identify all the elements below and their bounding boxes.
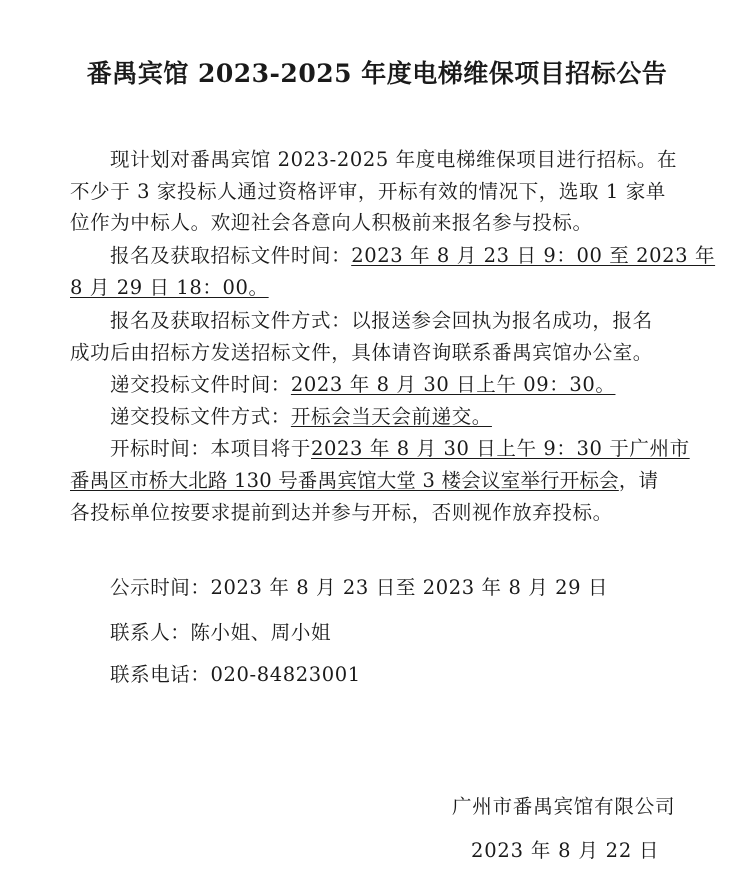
contact-phone: 联系电话：020-84823001 [110,663,361,686]
notice-period: 公示时间：2023 年 8 月 23 日至 2023 年 8 月 29 日 [110,576,609,599]
opening-line-2 [70,467,658,495]
registration-method-line-2: 成功后由招标方发送招标文件，具体请咨询联系番禺宾馆办公室。 [70,341,653,364]
submission-method-line [110,403,492,431]
submission-time-label: 递交投标文件时间： [110,373,291,396]
opening-tail: ，请 [618,469,659,492]
signature-org: 广州市番禺宾馆有限公司 [452,795,676,818]
submission-method-label: 递交投标文件方式： [110,405,291,428]
opening-venue: 番禺区市桥大北路 130 号番禺宾馆大堂 3 楼会议室举行开标会 [70,469,619,492]
registration-time-value-end: 8 月 29 日 18：00。 [70,276,269,299]
registration-method-line-1: 报名及获取招标文件方式：以报送参会回执为报名成功，报名 [110,309,653,332]
intro-line-2: 不少于 3 家投标人通过资格评审，开标有效的情况下，选取 1 家单 [70,180,666,203]
opening-label: 开标时间：本项目将于 [110,437,312,460]
registration-time-label: 报名及获取招标文件时间： [110,244,352,267]
signature-date: 2023 年 8 月 22 日 [471,839,660,862]
intro-line-3: 位作为中标人。欢迎社会各意向人积极前来报名参与投标。 [70,211,593,234]
contact-person: 联系人：陈小姐、周小姐 [110,621,332,644]
opening-value: 2023 年 8 月 30 日上午 9：30 于广州市 [311,437,690,460]
intro-line-1: 现计划对番禺宾馆 2023-2025 年度电梯维保项目进行招标。在 [110,148,678,171]
registration-time-line-1 [110,242,715,270]
submission-time-line [110,371,615,399]
opening-line-1 [110,435,690,463]
registration-time-value: 2023 年 8 月 23 日 9：00 至 2023 年 [351,244,716,267]
submission-time-value: 2023 年 8 月 30 日上午 09：30。 [290,373,616,396]
opening-line-3: 各投标单位按要求提前到达并参与开标，否则视作放弃投标。 [70,501,613,524]
submission-method-value: 开标会当天会前递交。 [290,405,492,428]
registration-time-line-2 [70,274,269,302]
page-title: 番禺宾馆 2023-2025 年度电梯维保项目招标公告 [86,59,668,88]
